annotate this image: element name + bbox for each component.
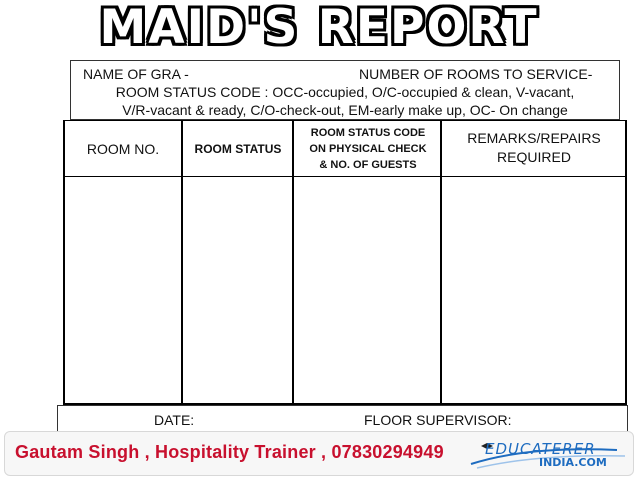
gra-name-field: NAME OF GRA - bbox=[83, 66, 189, 82]
status-code-legend-line-1: ROOM STATUS CODE : OCC-occupied, O/C-occupied & clean, V-vacant, bbox=[115, 84, 575, 100]
header-room-no: ROOM NO. bbox=[86, 140, 160, 157]
column-divider bbox=[181, 121, 183, 403]
report-info-box bbox=[70, 60, 620, 120]
floor-supervisor-field: FLOOR SUPERVISOR: bbox=[364, 412, 512, 428]
report-table bbox=[63, 120, 627, 405]
status-code-legend-line-2: V/R-vacant & ready, C/O-check-out, EM-early make up, OC- On change bbox=[122, 102, 568, 118]
header-remarks bbox=[443, 121, 625, 176]
trainer-credit: Gautam Singh , Hospitality Trainer , 07830294949 bbox=[15, 442, 444, 462]
header-physical-check-line-3: & NO. OF GUESTS bbox=[319, 158, 417, 171]
column-divider bbox=[440, 121, 442, 403]
educaterer-logo bbox=[467, 434, 632, 474]
logo-domain-text: INDIA.COM bbox=[539, 456, 607, 469]
column-divider bbox=[292, 121, 294, 403]
header-physical-check bbox=[295, 121, 441, 176]
logo-brand-text: EDUCATERER bbox=[485, 440, 596, 458]
header-remarks-line-2: REQUIRED bbox=[497, 149, 571, 165]
info-line-1 bbox=[83, 66, 611, 84]
page-title: MAID'S REPORT bbox=[99, 0, 539, 55]
signature-box bbox=[57, 405, 628, 434]
table-header-row bbox=[65, 121, 625, 177]
date-field: DATE: bbox=[154, 412, 195, 428]
rooms-to-service-field: NUMBER OF ROOMS TO SERVICE- bbox=[359, 66, 593, 82]
header-physical-check-line-1: ROOM STATUS CODE bbox=[310, 126, 426, 139]
trainer-banner bbox=[4, 431, 634, 476]
header-room-status: ROOM STATUS bbox=[194, 141, 282, 156]
header-physical-check-line-2: ON PHYSICAL CHECK bbox=[309, 142, 427, 155]
header-remarks-line-1: REMARKS/REPAIRS bbox=[467, 130, 601, 146]
